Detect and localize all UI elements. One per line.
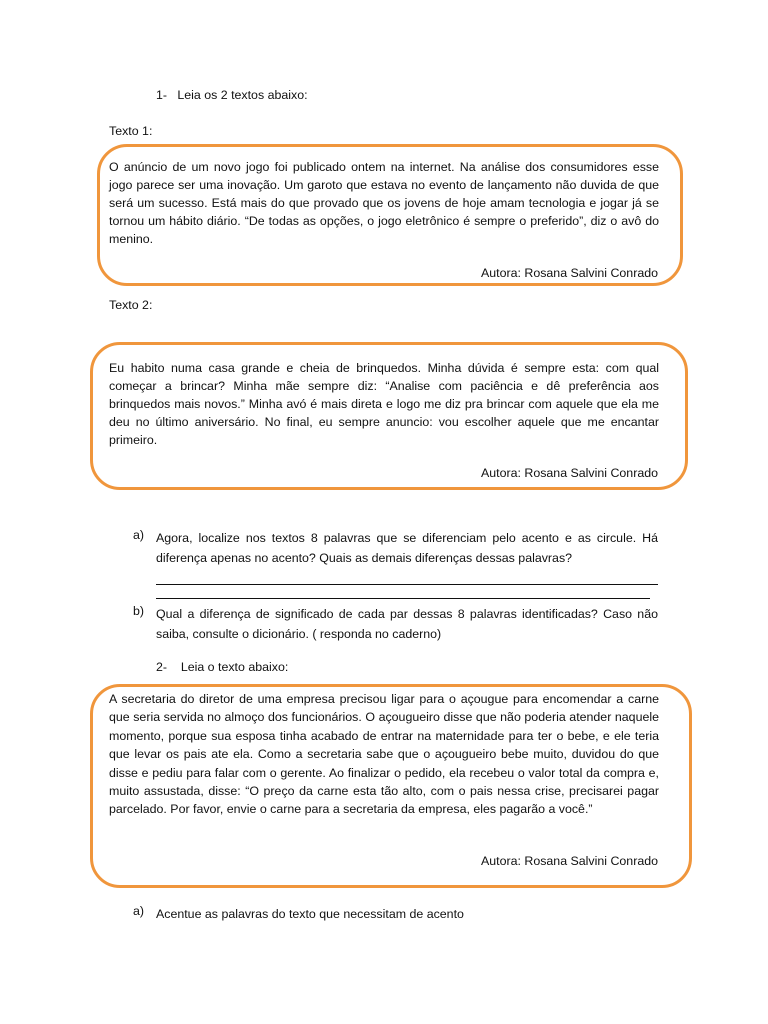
question-2-heading (156, 660, 288, 674)
question-2a-text: Acentue as palavras do texto que necessitam de acento (156, 907, 464, 921)
question-1-title: Leia os 2 textos abaixo: (177, 88, 308, 102)
question-2a-label: a) (133, 904, 145, 918)
texto-2-body: Eu habito numa casa grande e cheia de brinquedos. Minha dúvida é sempre esta: com qual começar a brincar? Minha mãe sempre diz: “Analise com paciência e dê preferência aos brinquedos mais novos.” Minha avó é mais direta e logo me diz pra brincar com aquele que ela me deu no último aniversário. No final, eu sempre anuncio: vou escolher aquele que me encantar primeiro. (109, 361, 659, 448)
question-1b-text: Qual a diferença de significado de cada par dessas 8 palavras identificadas? Caso não saiba, consulte o dicionário. ( responda no caderno) (156, 607, 658, 641)
texto-2-label: Texto 2: (109, 298, 153, 312)
question-1-heading (156, 88, 308, 102)
question-1a-text: Agora, localize nos textos 8 palavras que se diferenciam pelo acento e as circule. Há diferença apenas no acento? Quais as demais diferenças dessas palavras? (156, 531, 658, 565)
texto-2-author: Autora: Rosana Salvini Conrado (480, 466, 658, 480)
texto-1-author: Autora: Rosana Salvini Conrado (480, 266, 658, 280)
question-1a-label: a) (133, 528, 145, 542)
question-2-title: Leia o texto abaixo: (180, 660, 289, 674)
question-1b-label: b) (133, 604, 145, 618)
answer-line-2[interactable] (156, 598, 650, 599)
question-2-number: 2- (156, 660, 168, 674)
texto-3-body: A secretaria do diretor de uma empresa precisou ligar para o açougue para encomendar a carne que seria servida no almoço dos funcionários. O açougueiro disse que não poderia atender naquele momento, porque sua esposa tinha acabado de entrar na maternidade para ter o bebe, e ele teria que levar os pais ate ela. Como a secretaria sabe que o açougueiro bebe muito, duvidou do que disse e pediu para falar com o gerente. Ao finalizar o pedido, ela recebeu o valor total da compra e, muito assustada, disse: “O preço da carne esta tão alto, com o pais nessa crise, precisarei pagar parcelado. Por favor, envie o carne para a secretaria da empresa, eles pagarão a você.” (109, 692, 659, 817)
texto-1-label: Texto 1: (109, 124, 153, 138)
texto-1-body: O anúncio de um novo jogo foi publicado ontem na internet. Na análise dos consumidores esse jogo parece ser uma inovação. Um garoto que estava no evento de lançamento não duvida de que será um sucesso. Está mais do que provado que os jovens de hoje amam tecnologia e jogar já se tornou um hábito diário. “De todas as opções, o jogo eletrônico é sempre o preferido”, diz o avô do menino. (109, 160, 659, 247)
texto-3-author: Autora: Rosana Salvini Conrado (480, 854, 658, 868)
answer-line-1[interactable] (156, 584, 658, 585)
question-1-number: 1- (156, 88, 168, 102)
